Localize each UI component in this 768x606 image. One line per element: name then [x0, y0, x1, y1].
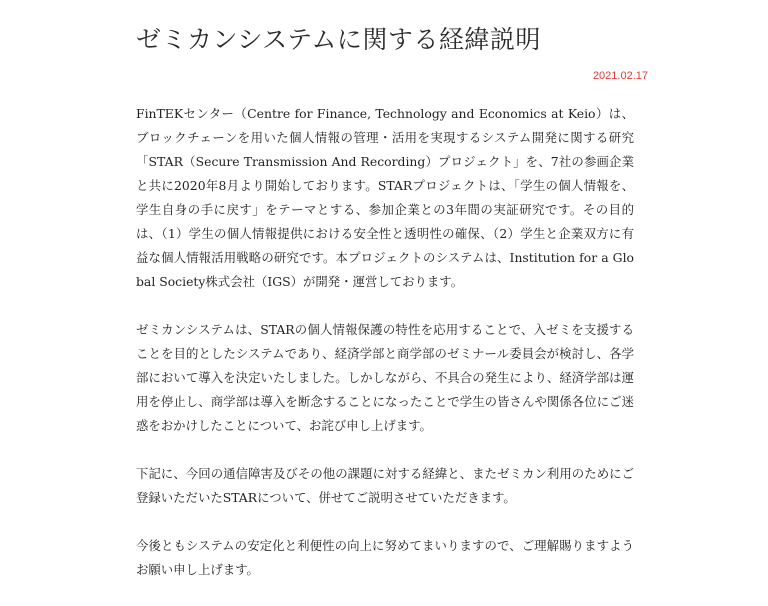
paragraph-explanation: 下記に、今回の通信障害及びその他の課題に対する経緯と、またゼミカン利用のためにご登録いただいたSTARについて、併せてご説明させていただきます。 — [136, 466, 634, 505]
page-title: ゼミカンシステムに関する経緯説明 — [136, 25, 541, 54]
article-body — [136, 102, 634, 606]
paragraph-zemikan-system: ゼミカンシステムは、STARの個人情報保護の特性を応用することで、入ゼミを支援することを目的としたシステムであり、経済学部と商学部のゼミナール委員会が検討し、各学部において導入を決定いたしました。しかしながら、不具合の発生により、経済学部は運用を停止し、商学部は導入を断念することになったことで学生の皆さんや関係各位にご迷惑をおかけしたことについて、お詫び申し上げます。 — [136, 322, 634, 433]
publish-date: 2021.02.17 — [592, 70, 648, 82]
paragraph-star-project: FinTEKセンター（Centre for Finance, Technology and Economics at Keio）は、ブロックチェーンを用いた個人情報の管理・活用を実現するシステム開発に関する研究「STAR（Secure Transmission And Recording）プロジェクト」を、7社の参画企業と共に2020年8月より開始しております。STARプロジェクトは、「学生の個人情報を、学生自身の手に戻す」をテーマとする、参加企業との3年間の実証研究です。その目的は、（1）学生の個人情報提供における安全性と透明性の確保、（2）学生と企業双方に有益な個人情報活用戦略の研究です。本プロジェクトのシステムは、Institution for a Global Society株式会社（IGS）が開発・運営しております。 — [136, 106, 634, 289]
paragraph-closing: 今後ともシステムの安定化と利便性の向上に努めてまいりますので、ご理解賜りますようお願い申し上げます。 — [136, 538, 634, 577]
